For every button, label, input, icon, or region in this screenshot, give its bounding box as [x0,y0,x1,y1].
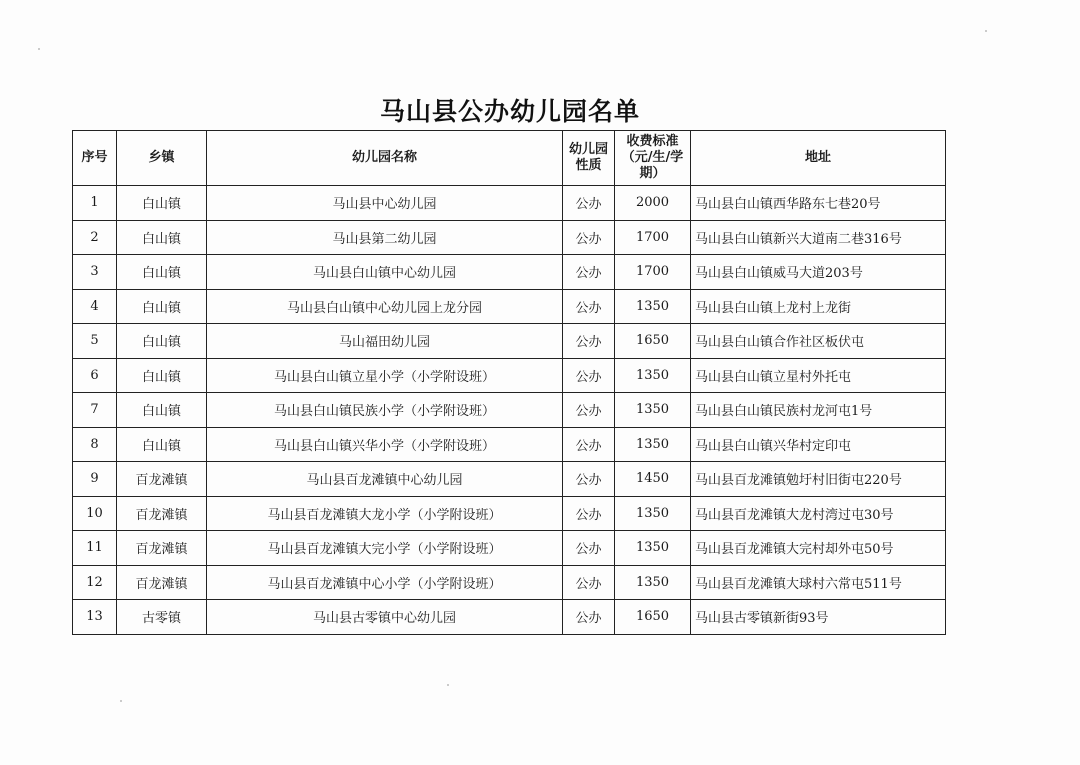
table-row [73,289,946,324]
cell-fee: 1350 [615,496,691,531]
table-row [73,600,946,635]
cell-address: 马山县白山镇威马大道203号 [691,255,946,290]
table-row [73,255,946,290]
cell-address: 马山县百龙滩镇大球村六常屯511号 [691,565,946,600]
cell-kindergarten-name: 马山县第二幼儿园 [207,220,563,255]
cell-town: 白山镇 [117,289,207,324]
cell-seq: 6 [73,358,117,393]
cell-seq: 10 [73,496,117,531]
table-row [73,186,946,221]
header-type: 幼儿园性质 [563,131,615,186]
cell-type: 公办 [563,496,615,531]
cell-type: 公办 [563,186,615,221]
table-row [73,324,946,359]
cell-fee: 1650 [615,600,691,635]
cell-fee: 1350 [615,427,691,462]
cell-kindergarten-name: 马山县古零镇中心幼儿园 [207,600,563,635]
cell-town: 白山镇 [117,220,207,255]
cell-kindergarten-name: 马山县百龙滩镇大完小学（小学附设班） [207,531,563,566]
table-row [73,427,946,462]
cell-town: 白山镇 [117,393,207,428]
cell-type: 公办 [563,255,615,290]
cell-address: 马山县百龙滩镇大完村却外屯50号 [691,531,946,566]
cell-kindergarten-name: 马山县白山镇中心幼儿园 [207,255,563,290]
cell-address: 马山县白山镇合作社区板伏屯 [691,324,946,359]
cell-kindergarten-name: 马山县白山镇中心幼儿园上龙分园 [207,289,563,324]
cell-type: 公办 [563,531,615,566]
cell-seq: 3 [73,255,117,290]
cell-address: 马山县白山镇新兴大道南二巷316号 [691,220,946,255]
cell-kindergarten-name: 马山县百龙滩镇中心幼儿园 [207,462,563,497]
document-title: 马山县公办幼儿园名单 [379,97,640,126]
cell-fee: 1450 [615,462,691,497]
cell-type: 公办 [563,220,615,255]
cell-type: 公办 [563,600,615,635]
table-row [73,496,946,531]
cell-town: 百龙滩镇 [117,496,207,531]
cell-kindergarten-name: 马山县白山镇兴华小学（小学附设班） [207,427,563,462]
cell-fee: 1700 [615,220,691,255]
cell-seq: 2 [73,220,117,255]
scan-speck [38,48,40,50]
table-row [73,531,946,566]
cell-fee: 1350 [615,393,691,428]
cell-kindergarten-name: 马山县百龙滩镇大龙小学（小学附设班） [207,496,563,531]
cell-seq: 1 [73,186,117,221]
header-address: 地址 [691,131,946,186]
cell-type: 公办 [563,324,615,359]
cell-address: 马山县白山镇立星村外托屯 [691,358,946,393]
table-row [73,393,946,428]
cell-kindergarten-name: 马山县百龙滩镇中心小学（小学附设班） [207,565,563,600]
header-fee: 收费标准（元/生/学期） [615,131,691,186]
cell-town: 白山镇 [117,358,207,393]
cell-kindergarten-name: 马山福田幼儿园 [207,324,563,359]
table-row [73,462,946,497]
header-town: 乡镇 [117,131,207,186]
cell-type: 公办 [563,289,615,324]
cell-type: 公办 [563,565,615,600]
cell-address: 马山县白山镇民族村龙河屯1号 [691,393,946,428]
cell-town: 白山镇 [117,324,207,359]
scan-speck [985,30,987,32]
cell-address: 马山县白山镇上龙村上龙街 [691,289,946,324]
cell-address: 马山县百龙滩镇勉圩村旧街屯220号 [691,462,946,497]
cell-seq: 8 [73,427,117,462]
cell-town: 白山镇 [117,186,207,221]
cell-seq: 7 [73,393,117,428]
table-header-row [73,131,946,186]
cell-kindergarten-name: 马山县中心幼儿园 [207,186,563,221]
cell-fee: 1350 [615,289,691,324]
scan-speck [120,700,122,702]
table-row [73,220,946,255]
cell-fee: 1650 [615,324,691,359]
cell-seq: 5 [73,324,117,359]
cell-fee: 1700 [615,255,691,290]
cell-seq: 4 [73,289,117,324]
cell-town: 百龙滩镇 [117,531,207,566]
cell-kindergarten-name: 马山县白山镇民族小学（小学附设班） [207,393,563,428]
cell-town: 古零镇 [117,600,207,635]
header-name: 幼儿园名称 [207,131,563,186]
cell-address: 马山县白山镇西华路东七巷20号 [691,186,946,221]
cell-fee: 1350 [615,531,691,566]
kindergarten-roster-table [72,130,946,635]
table-row [73,565,946,600]
cell-type: 公办 [563,462,615,497]
cell-seq: 11 [73,531,117,566]
cell-type: 公办 [563,427,615,462]
cell-address: 马山县百龙滩镇大龙村湾过屯30号 [691,496,946,531]
cell-seq: 12 [73,565,117,600]
table-row [73,358,946,393]
cell-fee: 2000 [615,186,691,221]
cell-address: 马山县白山镇兴华村定印屯 [691,427,946,462]
table-body [73,186,946,635]
cell-seq: 13 [73,600,117,635]
cell-town: 百龙滩镇 [117,462,207,497]
cell-kindergarten-name: 马山县白山镇立星小学（小学附设班） [207,358,563,393]
cell-type: 公办 [563,393,615,428]
cell-seq: 9 [73,462,117,497]
cell-town: 白山镇 [117,427,207,462]
cell-address: 马山县古零镇新街93号 [691,600,946,635]
cell-type: 公办 [563,358,615,393]
cell-fee: 1350 [615,565,691,600]
cell-fee: 1350 [615,358,691,393]
cell-town: 白山镇 [117,255,207,290]
cell-town: 百龙滩镇 [117,565,207,600]
scan-speck [447,684,449,686]
header-seq: 序号 [73,131,117,186]
